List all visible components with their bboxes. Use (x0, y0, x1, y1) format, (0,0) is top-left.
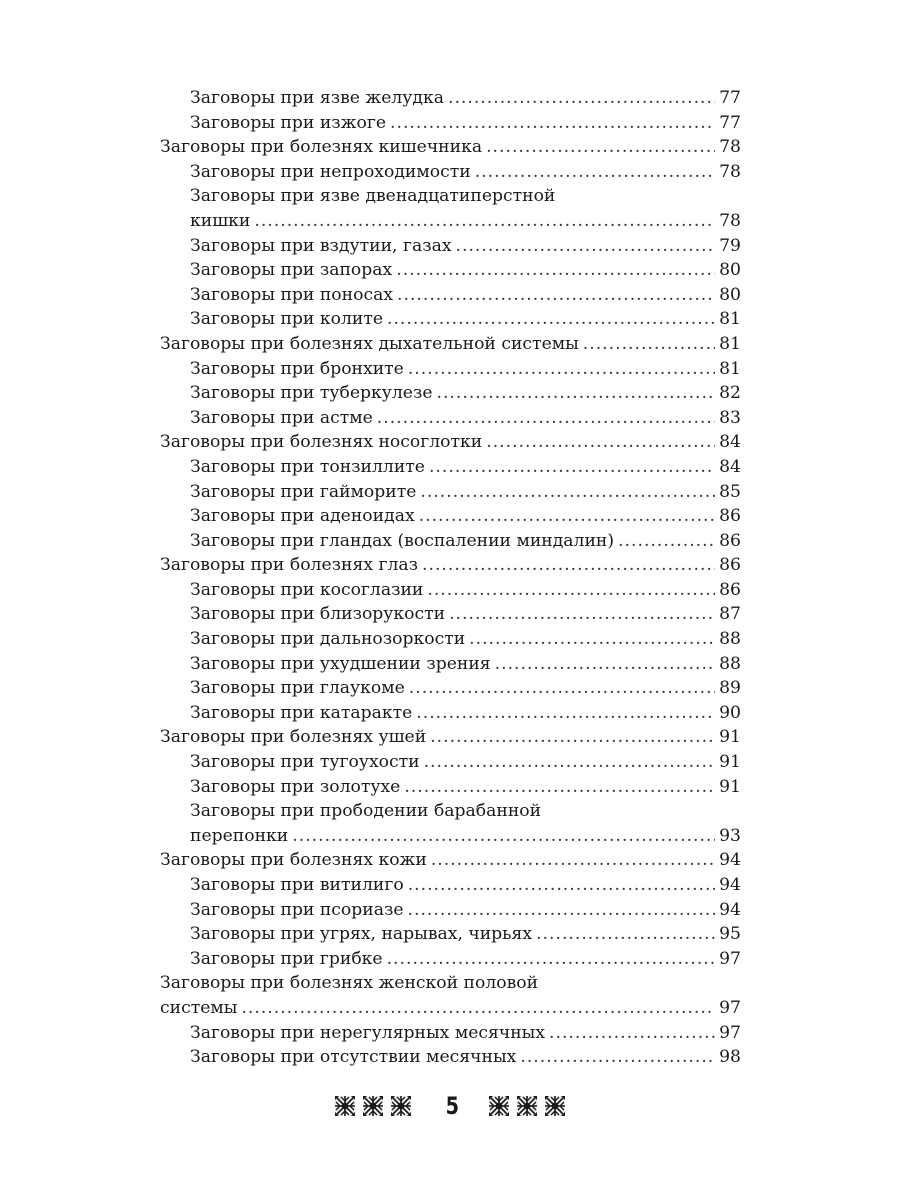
dot-leader (377, 406, 715, 431)
toc-entry-page-number: 87 (719, 604, 741, 625)
toc-subsection-entry (160, 184, 741, 233)
toc-subsection-entry (160, 922, 741, 947)
dot-leader (397, 283, 715, 308)
toc-entry-page-number: 97 (719, 1022, 741, 1043)
toc-entry-page-number: 80 (719, 284, 741, 305)
toc-entry-title: Заговоры при бронхите (190, 358, 404, 379)
dot-leader (437, 381, 716, 406)
toc-entry-title: Заговоры при близорукости (190, 604, 446, 625)
toc-entry-page-number: 81 (719, 358, 741, 379)
dot-leader (429, 455, 715, 480)
toc-entry-page-number: 95 (719, 924, 741, 945)
dot-leader (549, 1021, 715, 1046)
toc-entry-title-first-line: Заговоры при болезнях женской половой (160, 973, 539, 994)
toc-entry-page-number: 81 (719, 333, 741, 354)
toc-entry-title: Заговоры при гландах (воспалении миндалин) (190, 530, 615, 551)
toc-subsection-entry (160, 799, 741, 848)
toc-entry-page-number: 88 (719, 653, 741, 674)
dot-leader (430, 725, 715, 750)
toc-entry-title-first-line: Заговоры при прободении барабанной (190, 801, 542, 822)
toc-entry-title: Заговоры при глаукоме (190, 678, 405, 699)
toc-subsection-entry (160, 652, 741, 677)
toc-entry-page-number: 81 (719, 309, 741, 330)
dot-leader (520, 1045, 715, 1070)
toc-subsection-entry (160, 898, 741, 923)
toc-entry-title: Заговоры при болезнях дыхательной системы (160, 333, 579, 354)
toc-entry-page-number: 97 (719, 948, 741, 969)
toc-section-entry (160, 430, 741, 455)
toc-subsection-entry (160, 258, 741, 283)
toc-entry-title: Заговоры при болезнях кожи (160, 850, 427, 871)
toc-entry-page-number: 88 (719, 629, 741, 650)
toc-entry-title-first-line: Заговоры при язве двенадцатиперстной (190, 186, 556, 207)
dot-leader (431, 848, 715, 873)
toc-entry-page-number: 86 (719, 530, 741, 551)
toc-entry-page-number: 78 (719, 137, 741, 158)
snowflake-ornament-icon (544, 1095, 566, 1117)
toc-section-entry (160, 848, 741, 873)
toc-section-entry (160, 725, 741, 750)
toc-entry-page-number: 85 (719, 481, 741, 502)
toc-subsection-entry (160, 627, 741, 652)
toc-section-entry (160, 971, 741, 1020)
dot-leader (475, 160, 715, 185)
toc-entry-title: Заговоры при гайморите (190, 481, 417, 502)
dot-leader (408, 873, 715, 898)
dot-leader (456, 234, 716, 259)
ornament-group-left (334, 1095, 412, 1117)
toc-entry-page-number: 78 (719, 210, 741, 231)
toc-entry-page-number: 83 (719, 407, 741, 428)
toc-subsection-entry (160, 578, 741, 603)
toc-entry-title: Заговоры при туберкулезе (190, 383, 433, 404)
toc-subsection-entry (160, 873, 741, 898)
toc-subsection-entry (160, 234, 741, 259)
toc-entry-title: Заговоры при язве желудка (190, 88, 444, 108)
snowflake-ornament-icon (334, 1095, 356, 1117)
toc-subsection-entry (160, 455, 741, 480)
dot-leader (408, 898, 716, 923)
toc-entry-page-number: 91 (719, 776, 741, 797)
toc-entry-page-number: 93 (719, 825, 741, 846)
toc-subsection-entry (160, 1021, 741, 1046)
toc-entry-page-number: 94 (719, 875, 741, 895)
toc-subsection-entry (160, 381, 741, 406)
page-number: 5 (445, 1092, 459, 1120)
toc-entry-title: Заговоры при грибке (190, 948, 383, 969)
dot-leader (486, 135, 715, 160)
dot-leader (486, 430, 715, 455)
ornament-group-right (488, 1095, 566, 1117)
toc-subsection-entry (160, 775, 741, 800)
toc-subsection-entry (160, 701, 741, 726)
toc-entry-title: Заговоры при ухудшении зрения (190, 653, 491, 674)
toc-entry-page-number: 80 (719, 260, 741, 281)
dot-leader (387, 947, 716, 972)
table-of-contents (160, 86, 741, 1070)
toc-entry-page-number: 94 (719, 850, 741, 871)
toc-entry-title: Заговоры при запорах (190, 260, 393, 281)
toc-entry-title: кишки (190, 210, 251, 231)
toc-entry-page-number: 78 (719, 161, 741, 182)
dot-leader (396, 258, 715, 283)
toc-entry-title: Заговоры при аденоидах (190, 506, 415, 527)
dot-leader (422, 553, 715, 578)
toc-entry-page-number: 98 (719, 1047, 741, 1068)
dot-leader (404, 775, 715, 800)
toc-entry-page-number: 77 (719, 112, 741, 133)
toc-entry-page-number: 89 (719, 678, 741, 699)
toc-entry-title: Заговоры при болезнях носоглотки (160, 432, 483, 453)
toc-entry-title: Заговоры при болезнях ушей (160, 727, 427, 748)
dot-leader (292, 824, 715, 849)
toc-entry-title: Заговоры при угрях, нарывах, чирьях (190, 924, 533, 945)
toc-entry-title: Заговоры при астме (190, 407, 373, 428)
dot-leader (390, 111, 715, 136)
toc-subsection-entry (160, 283, 741, 308)
toc-entry-page-number: 97 (719, 997, 741, 1018)
toc-entry-title: Заговоры при нерегулярных месячных (190, 1022, 546, 1043)
toc-entry-title: перепонки (190, 825, 289, 846)
toc-entry-page-number: 79 (719, 235, 741, 256)
toc-entry-page-number: 91 (719, 727, 741, 748)
toc-entry-page-number: 84 (719, 456, 741, 477)
toc-subsection-entry (160, 160, 741, 185)
toc-entry-title: системы (160, 997, 238, 1018)
dot-leader (449, 602, 715, 627)
dot-leader (424, 750, 716, 775)
dot-leader (536, 922, 715, 947)
toc-entry-page-number: 77 (719, 88, 741, 108)
toc-entry-title: Заговоры при болезнях кишечника (160, 137, 483, 158)
dot-leader (387, 307, 715, 332)
toc-section-entry (160, 553, 741, 578)
toc-entry-title: Заговоры при отсутствии месячных (190, 1047, 517, 1068)
toc-entry-title: Заговоры при дальнозоркости (190, 629, 466, 650)
toc-subsection-entry (160, 750, 741, 775)
toc-subsection-entry (160, 111, 741, 136)
dot-leader (419, 504, 715, 529)
toc-subsection-entry (160, 86, 741, 111)
toc-entry-page-number: 86 (719, 506, 741, 527)
snowflake-ornament-icon (390, 1095, 412, 1117)
snowflake-ornament-icon (516, 1095, 538, 1117)
dot-leader (583, 332, 715, 357)
toc-entry-title: Заговоры при витилиго (190, 875, 404, 895)
toc-entry-page-number: 94 (719, 899, 741, 920)
toc-entry-title: Заговоры при катаракте (190, 702, 413, 723)
toc-entry-page-number: 84 (719, 432, 741, 453)
toc-subsection-entry (160, 357, 741, 382)
toc-subsection-entry (160, 406, 741, 431)
dot-leader (416, 701, 715, 726)
toc-subsection-entry (160, 529, 741, 554)
toc-subsection-entry (160, 947, 741, 972)
dot-leader (469, 627, 715, 652)
toc-entry-page-number: 82 (719, 383, 741, 404)
dot-leader (408, 357, 715, 382)
toc-entry-page-number: 86 (719, 555, 741, 576)
dot-leader (495, 652, 715, 677)
toc-section-entry (160, 135, 741, 160)
toc-entry-title: Заговоры при вздутии, газах (190, 235, 452, 256)
snowflake-ornament-icon (362, 1095, 384, 1117)
toc-entry-title: Заговоры при непроходимости (190, 161, 471, 182)
toc-entry-title: Заговоры при псориазе (190, 899, 404, 920)
toc-entry-title: Заговоры при тонзиллите (190, 456, 425, 477)
toc-entry-page-number: 91 (719, 752, 741, 773)
toc-subsection-entry (160, 602, 741, 627)
dot-leader (618, 529, 715, 554)
page-footer (0, 1092, 900, 1120)
toc-entry-page-number: 86 (719, 579, 741, 600)
dot-leader (409, 676, 715, 701)
toc-subsection-entry (160, 676, 741, 701)
dot-leader (420, 480, 715, 505)
snowflake-ornament-icon (488, 1095, 510, 1117)
toc-entry-title: Заговоры при болезнях глаз (160, 555, 419, 576)
dot-leader (241, 996, 715, 1021)
toc-entry-title: Заговоры при поносах (190, 284, 394, 305)
toc-entry-title: Заговоры при изжоге (190, 112, 387, 133)
toc-entry-title: Заговоры при золотухе (190, 776, 401, 797)
toc-entry-title: Заговоры при тугоухости (190, 752, 420, 773)
toc-subsection-entry (160, 504, 741, 529)
toc-subsection-entry (160, 1045, 741, 1070)
dot-leader (448, 86, 715, 111)
toc-entry-title: Заговоры при косоглазии (190, 579, 424, 600)
toc-subsection-entry (160, 307, 741, 332)
toc-section-entry (160, 332, 741, 357)
toc-subsection-entry (160, 480, 741, 505)
dot-leader (427, 578, 715, 603)
toc-entry-page-number: 90 (719, 702, 741, 723)
toc-entry-title: Заговоры при колите (190, 309, 383, 330)
dot-leader (254, 209, 715, 234)
